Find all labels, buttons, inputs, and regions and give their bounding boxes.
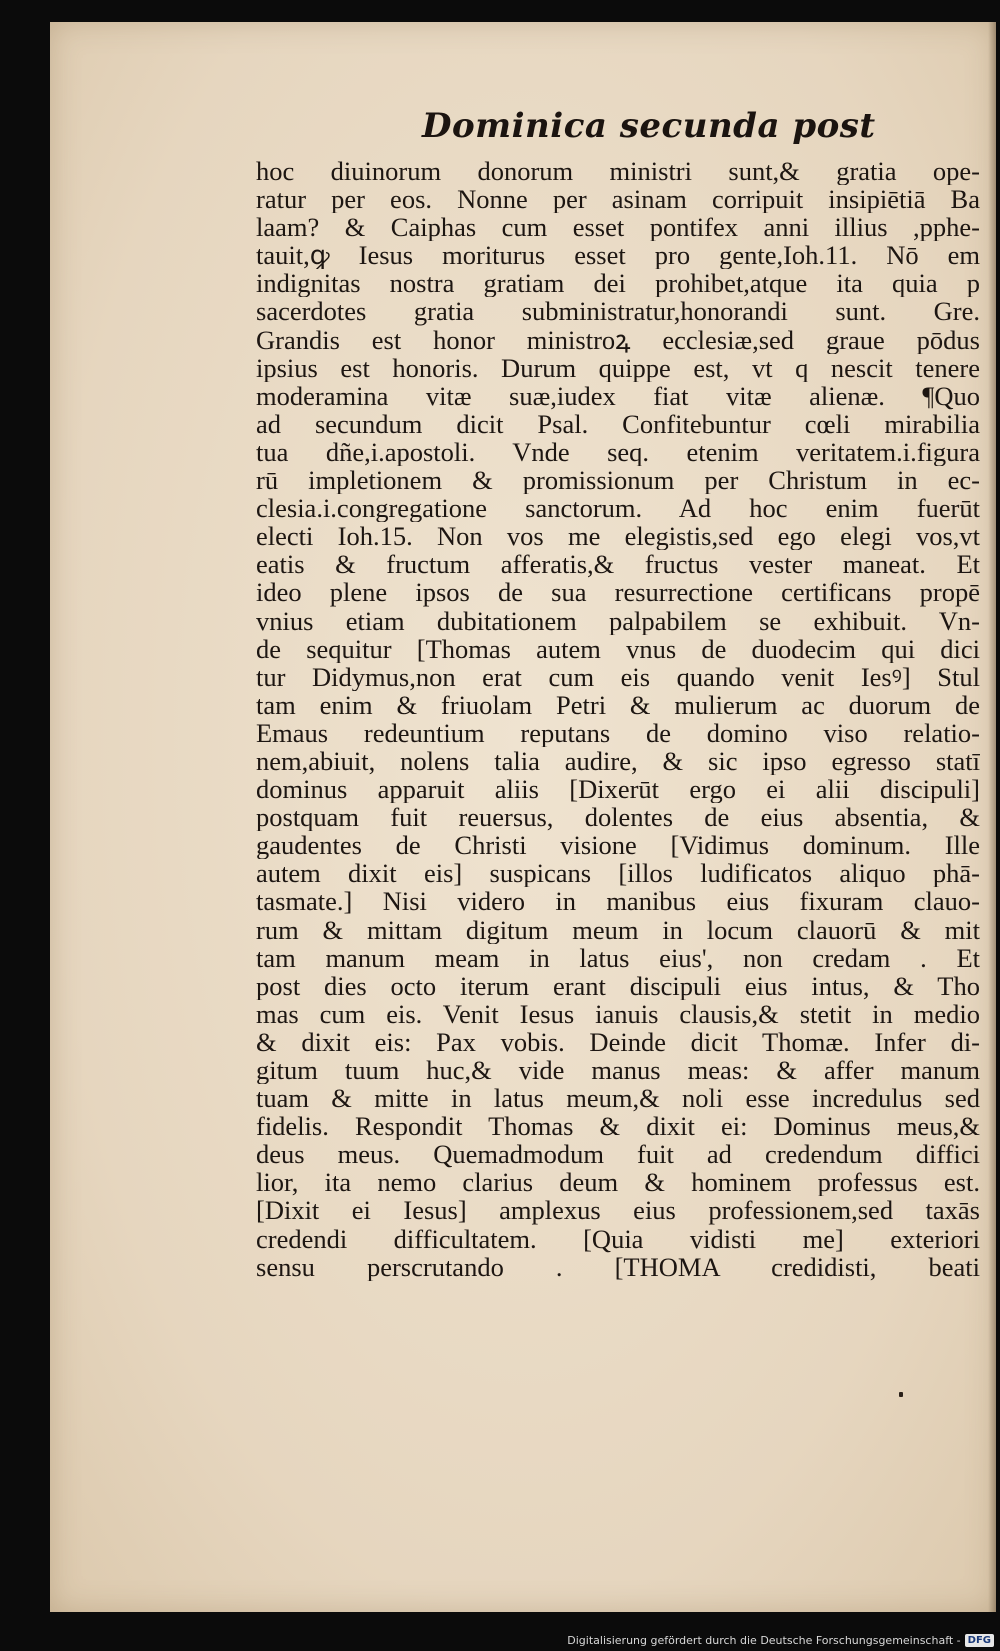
- text-line: dominus apparuit aliis [Dixerūt ergo ei alii discipuli]: [256, 775, 980, 804]
- text-line: [Dixit ei Iesus] amplexus eius professionem,sed taxās: [256, 1196, 980, 1225]
- text-line: deus meus. Quemadmodum fuit ad credendum diffici: [256, 1140, 980, 1169]
- text-line: vnius etiam dubitationem palpabilem se exhibuit. Vn-: [256, 606, 980, 635]
- running-head: Dominica secunda post: [422, 106, 876, 146]
- text-line: indignitas nostra gratiam dei prohibet,atque ita quia p: [256, 269, 980, 298]
- digitization-credit: [567, 1634, 994, 1647]
- text-line: lior, ita nemo clarius deum & hominem professus est.: [256, 1168, 980, 1197]
- text-line: de sequitur [Thomas autem vnus de duodecim qui dici: [256, 634, 980, 663]
- text-line: tuam & mitte in latus meum,& noli esse incredulus sed: [256, 1084, 980, 1113]
- text-line: eatis & fructum afferatis,& fructus vester maneat. Et: [256, 550, 980, 579]
- text-line: ad secundum dicit Psal. Confitebuntur cœli mirabilia: [256, 409, 980, 438]
- text-line: nem,abiuit, nolens talia audire, & sic ipso egresso statī: [256, 746, 980, 776]
- text-line: gitum tuum huc,& vide manus meas: & affer manum: [256, 1056, 980, 1085]
- text-line: rū impletionem & promissionum per Christum in ec-: [256, 466, 980, 495]
- text-line: sacerdotes gratia subministratur,honorandi sunt. Gre.: [256, 297, 980, 326]
- text-line: tauit,ꝙ Iesus moriturus esset pro gente,Ioh.11. Nō em: [256, 241, 980, 270]
- text-line: hoc diuinorum donorum ministri sunt,& gratia ope-: [256, 157, 980, 186]
- book-page: [50, 22, 996, 1612]
- text-line: mas cum eis. Venit Iesus ianuis clausis,& stetit in medio: [256, 999, 980, 1028]
- text-line: gaudentes de Christi visione [Vidimus dominum. Ille: [256, 831, 980, 860]
- text-line: laam? & Caiphas cum esset pontifex anni illius ,pphe-: [256, 213, 980, 242]
- text-line: rum & mittam digitum meum in locum clauorū & mit: [256, 915, 980, 944]
- text-line: & dixit eis: Pax vobis. Deinde dicit Thomæ. Infer di-: [256, 1027, 980, 1056]
- dfg-logo: DFG: [965, 1634, 994, 1647]
- text-line: tam enim & friuolam Petri & mulierum ac duorum de: [256, 690, 980, 719]
- text-line: ratur per eos. Nonne per asinam corripuit insipiētiā Ba: [256, 185, 980, 214]
- text-line: tam manum meam in latus eius', non credam . Et: [256, 943, 980, 972]
- text-line: postquam fuit reuersus, dolentes de eius absentia, &: [256, 803, 980, 832]
- text-line: Emaus redeuntium reputans de domino viso relatio-: [256, 718, 980, 747]
- page-edge-shadow: [988, 22, 996, 1612]
- text-line: clesia.i.congregatione sanctorum. Ad hoc enim fuerūt: [256, 494, 980, 523]
- text-line: ideo plene ipsos de sua resurrectione certificans propē: [256, 578, 980, 607]
- ink-mark: [899, 1392, 903, 1397]
- text-block: [256, 157, 980, 1281]
- text-line: Grandis est honor ministroꝝ ecclesiæ,sed graue pōdus: [256, 325, 980, 354]
- text-line: ipsius est honoris. Durum quippe est, vt q nescit tenere: [256, 353, 980, 382]
- text-line: autem dixit eis] suspicans [illos ludificatos aliquo phā-: [256, 859, 980, 888]
- text-line: moderamina vitæ suæ,iudex fiat vitæ alienæ. ¶Quo: [256, 381, 980, 410]
- text-line: electi Ioh.15. Non vos me elegistis,sed ego elegi vos,vt: [256, 522, 980, 551]
- text-line: credendi difficultatem. [Quia vidisti me] exteriori: [256, 1224, 980, 1253]
- text-line: tasmate.] Nisi videro in manibus eius fixuram clauo-: [256, 887, 980, 916]
- credit-text: Digitalisierung gefördert durch die Deutsche Forschungsgemeinschaft -: [567, 1634, 961, 1647]
- text-line: fidelis. Respondit Thomas & dixit ei: Dominus meus,&: [256, 1112, 980, 1141]
- text-line: post dies octo iterum erant discipuli eius intus, & Tho: [256, 971, 980, 1000]
- text-line: tua dñe,i.apostoli. Vnde seq. etenim veritatem.i.figura: [256, 437, 980, 467]
- text-line: tur Didymus,non erat cum eis quando venit Iesꝰ] Stul: [256, 662, 980, 691]
- text-line: sensu perscrutando . [THOMA credidisti, beati: [256, 1252, 980, 1281]
